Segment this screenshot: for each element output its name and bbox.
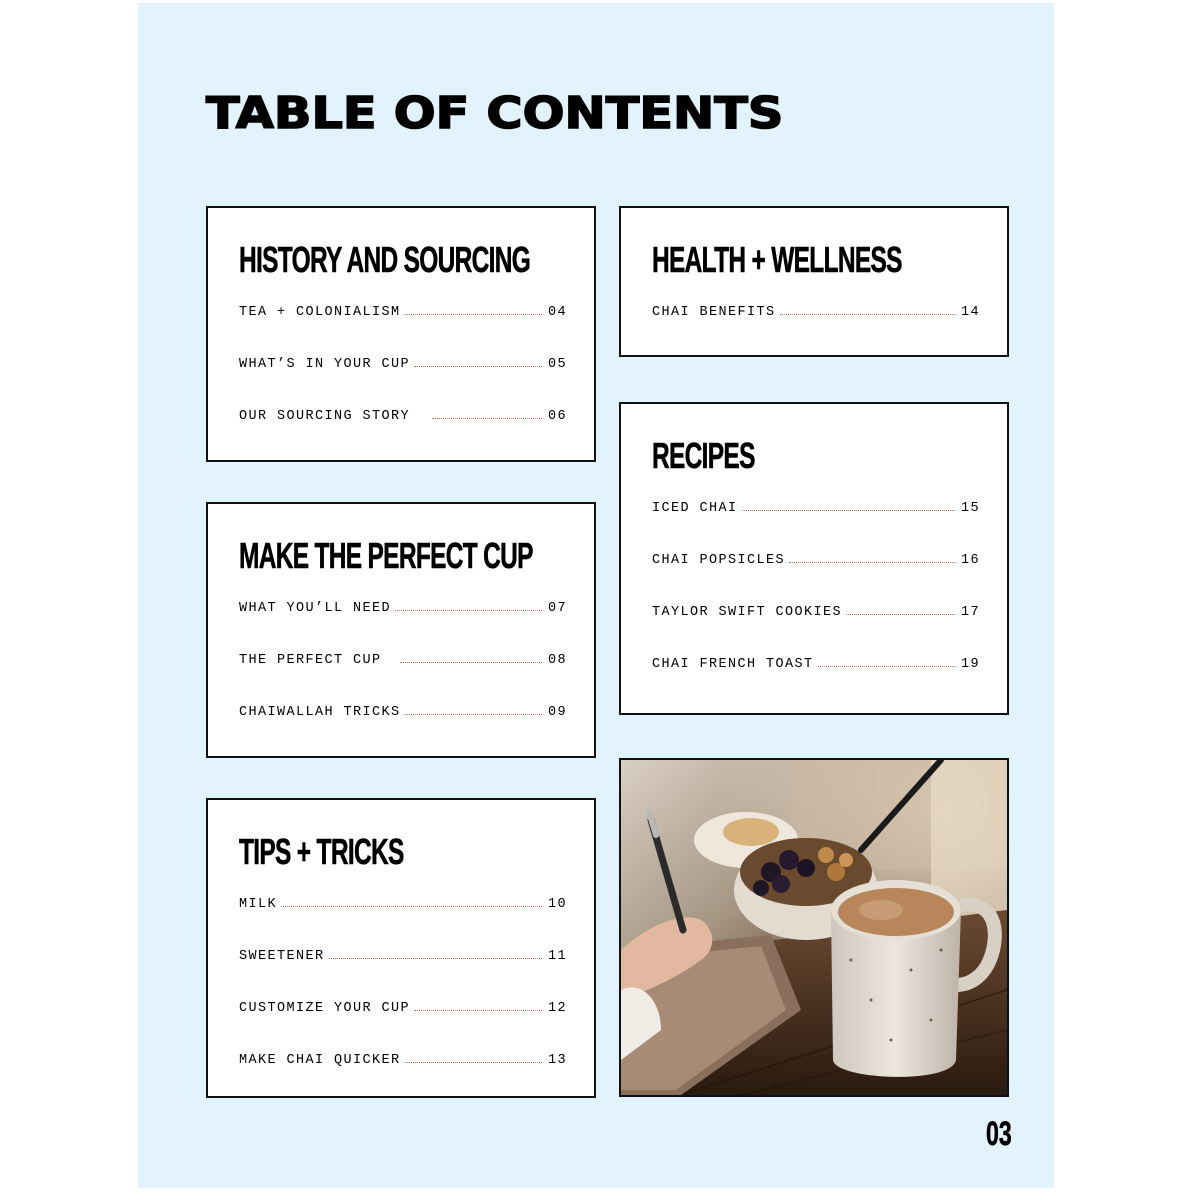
section-title: RECIPES	[652, 435, 755, 476]
page-number: 03	[986, 1115, 1012, 1153]
section-title: HEALTH + WELLNESS	[652, 239, 902, 280]
section-title: TIPS + TRICKS	[239, 831, 404, 872]
entry-label: CHAI FRENCH TOAST	[652, 657, 814, 672]
toc-entry[interactable]	[652, 548, 980, 568]
entry-label: MILK	[239, 897, 278, 912]
toc-entry[interactable]	[239, 352, 567, 372]
entry-page-number: 09	[547, 705, 567, 720]
section-title: HISTORY AND SOURCING	[239, 239, 531, 280]
dot-leader	[405, 1062, 542, 1063]
entry-label: THE PERFECT CUP	[239, 653, 382, 668]
entry-page-number: 07	[547, 601, 567, 616]
toc-entry[interactable]	[239, 944, 567, 964]
entry-label: CHAIWALLAH TRICKS	[239, 705, 401, 720]
entry-label: ICED CHAI	[652, 501, 738, 516]
chai-photo	[619, 758, 1009, 1097]
entry-page-number: 19	[960, 657, 980, 672]
toc-entry[interactable]	[239, 700, 567, 720]
dot-leader	[432, 418, 542, 419]
toc-entry[interactable]	[239, 404, 567, 424]
dot-leader	[329, 958, 542, 959]
entry-page-number: 05	[547, 357, 567, 372]
toc-entry[interactable]	[239, 996, 567, 1016]
entry-page-number: 12	[547, 1001, 567, 1016]
chai-mug-illustration	[621, 760, 1007, 1095]
entry-label: CUSTOMIZE YOUR CUP	[239, 1001, 411, 1016]
toc-entry[interactable]	[652, 600, 980, 620]
toc-entry[interactable]	[239, 1048, 567, 1068]
toc-entry[interactable]	[239, 648, 567, 668]
toc-entry[interactable]	[652, 652, 980, 672]
entry-page-number: 13	[547, 1053, 567, 1068]
dot-leader	[405, 314, 542, 315]
dot-leader	[281, 906, 542, 907]
entry-page-number: 08	[547, 653, 567, 668]
dot-leader	[780, 314, 955, 315]
entry-label: MAKE CHAI QUICKER	[239, 1053, 401, 1068]
entry-label: SWEETENER	[239, 949, 325, 964]
toc-section-health-and-wellness	[619, 206, 1009, 357]
dot-leader	[395, 610, 542, 611]
toc-entry[interactable]	[239, 892, 567, 912]
entry-label: WHAT YOU’LL NEED	[239, 601, 392, 616]
dot-leader	[414, 366, 542, 367]
entry-page-number: 04	[547, 305, 567, 320]
toc-entry[interactable]	[652, 300, 980, 320]
dot-leader	[414, 1010, 542, 1011]
entry-page-number: 11	[547, 949, 567, 964]
entry-page-number: 14	[960, 305, 980, 320]
entry-label: CHAI BENEFITS	[652, 305, 776, 320]
toc-section-history-and-sourcing	[206, 206, 596, 462]
toc-entry[interactable]	[652, 496, 980, 516]
toc-section-make-the-perfect-cup	[206, 502, 596, 758]
dot-leader	[789, 562, 955, 563]
entry-label: TEA + COLONIALISM	[239, 305, 401, 320]
entry-page-number: 06	[547, 409, 567, 424]
page-title: TABLE OF CONTENTS	[206, 88, 784, 139]
dot-leader	[818, 666, 955, 667]
entry-label: WHAT’S IN YOUR CUP	[239, 357, 411, 372]
entry-page-number: 17	[960, 605, 980, 620]
dot-leader	[400, 662, 542, 663]
dot-leader	[846, 614, 955, 615]
toc-section-recipes	[619, 402, 1009, 715]
section-title: MAKE THE PERFECT CUP	[239, 535, 533, 576]
dot-leader	[405, 714, 542, 715]
entry-label: CHAI POPSICLES	[652, 553, 786, 568]
toc-entry[interactable]	[239, 596, 567, 616]
entry-page-number: 10	[547, 897, 567, 912]
entry-label: OUR SOURCING STORY	[239, 409, 411, 424]
entry-page-number: 16	[960, 553, 980, 568]
toc-section-tips-and-tricks	[206, 798, 596, 1098]
toc-entry[interactable]	[239, 300, 567, 320]
entry-label: TAYLOR SWIFT COOKIES	[652, 605, 843, 620]
dot-leader	[742, 510, 955, 511]
entry-page-number: 15	[960, 501, 980, 516]
